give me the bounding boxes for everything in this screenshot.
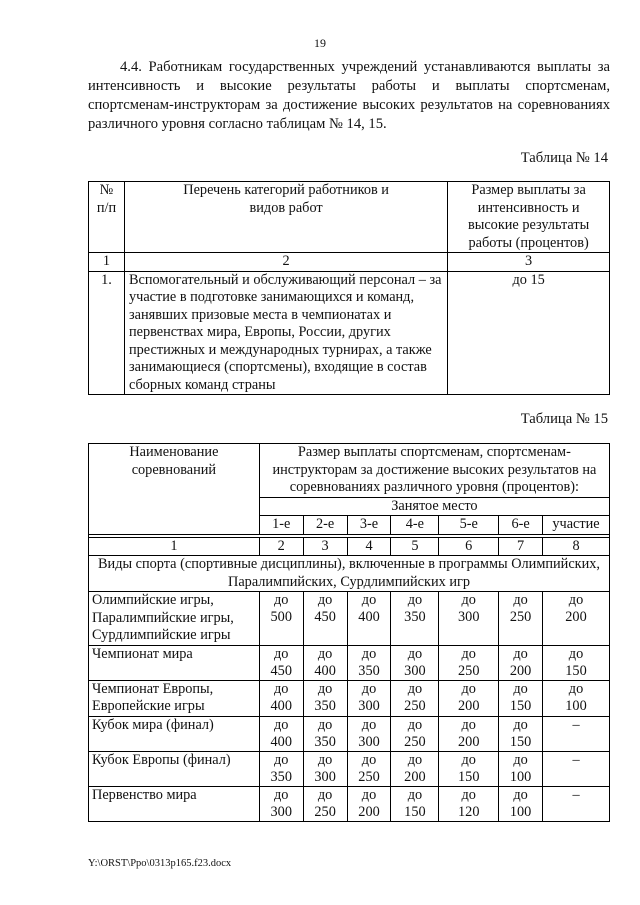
payout-value: 300 xyxy=(358,697,380,714)
payout-value: 350 xyxy=(314,733,336,750)
payout-prefix: до xyxy=(461,592,476,608)
table-row xyxy=(89,716,610,751)
payout-prefix: до xyxy=(461,680,476,697)
t15-section-title: Виды спорта (спортивные дисциплины), включенные в программы Олимпийских, Паралимпийских, Сурдлимпийских игр xyxy=(89,556,610,592)
payout-cell xyxy=(259,592,303,646)
payout-dash: – xyxy=(572,786,580,803)
payout-value: 200 xyxy=(458,697,480,714)
table14-caption: Таблица № 14 xyxy=(520,150,608,166)
payout-cell xyxy=(499,786,543,821)
payout-prefix: до xyxy=(361,716,377,733)
payout-value: 300 xyxy=(358,733,380,750)
payout-prefix: до xyxy=(407,786,423,803)
table15-caption: Таблица № 15 xyxy=(520,411,608,427)
payout-value: 200 xyxy=(404,768,426,785)
competition-name: Кубок мира (финал) xyxy=(89,716,260,751)
t14-header-categories: Перечень категорий работников и видов работ xyxy=(124,182,447,253)
payout-value: 250 xyxy=(404,697,426,714)
t15-index-4: 4 xyxy=(347,537,391,556)
t14-row-num: 1. xyxy=(89,271,125,395)
payout-prefix: до xyxy=(274,751,289,768)
payout-cell xyxy=(543,786,610,821)
t15-data-rows xyxy=(89,592,610,822)
payout-cell xyxy=(543,680,610,716)
paragraph-4-4: 4.4. Работникам государственных учреждений устанавливаются выплаты за интенсивность и высокие результаты работы и выплаты спортсменам, спортсменам-инструкторам за достижение высоких результатов на соревнованиях различного уровня согласно таблицам № 14, 15. xyxy=(88,59,610,132)
payout-prefix: до xyxy=(461,716,476,733)
payout-value: 200 xyxy=(458,733,480,750)
t15-place-2: 2-е xyxy=(303,516,347,535)
payout-prefix: до xyxy=(513,592,528,608)
payout-prefix: до xyxy=(513,751,528,768)
t15-header-name: Наименование соревнований xyxy=(89,444,260,535)
payout-prefix: до xyxy=(513,680,528,697)
t15-header-group: Размер выплаты спортсменам, спортсменам-инструкторам за достижение высоких результатов на соревнованиях различного уровня (процентов): xyxy=(259,444,609,498)
payout-value: 350 xyxy=(314,697,336,714)
payout-value: 450 xyxy=(314,609,336,625)
payout-prefix: до xyxy=(407,592,423,608)
t14-header-amount: Размер выплаты за интенсивность и высокие результаты работы (процентов) xyxy=(448,182,610,253)
t14-header-num: № п/п xyxy=(89,182,125,253)
payout-cell xyxy=(543,716,610,751)
payout-cell xyxy=(391,751,439,786)
payout-value: 200 xyxy=(565,609,587,625)
payout-cell xyxy=(543,645,610,680)
table-row xyxy=(89,786,610,821)
payout-prefix: до xyxy=(274,645,289,662)
payout-value: 350 xyxy=(358,662,380,679)
payout-prefix: до xyxy=(317,592,333,608)
payout-cell xyxy=(303,786,347,821)
payout-value: 250 xyxy=(404,733,426,750)
payout-value: 100 xyxy=(565,697,587,714)
payout-cell xyxy=(499,645,543,680)
payout-prefix: до xyxy=(407,680,423,697)
payout-dash: – xyxy=(572,751,580,768)
competition-name: Первенство мира xyxy=(89,786,260,821)
payout-prefix: до xyxy=(317,751,333,768)
payout-value: 400 xyxy=(314,662,336,679)
t15-header-subgroup: Занятое место xyxy=(259,497,609,516)
payout-value: 450 xyxy=(270,662,292,679)
t14-index-2: 2 xyxy=(124,253,447,272)
payout-prefix: до xyxy=(274,680,289,697)
payout-value: 150 xyxy=(509,733,532,750)
payout-prefix: до xyxy=(274,716,289,733)
t15-index-1: 1 xyxy=(89,537,260,556)
payout-cell xyxy=(499,751,543,786)
payout-cell xyxy=(259,786,303,821)
payout-value: 500 xyxy=(270,609,292,625)
payout-cell xyxy=(543,751,610,786)
t15-place-6: 6-е xyxy=(499,516,543,535)
payout-value: 400 xyxy=(270,733,292,750)
payout-value: 400 xyxy=(270,697,292,714)
payout-value: 250 xyxy=(358,768,380,785)
payout-prefix: до xyxy=(361,645,377,662)
payout-prefix: до xyxy=(317,786,333,803)
t15-place-5: 5-е xyxy=(439,516,499,535)
payout-cell xyxy=(439,592,499,646)
payout-value: 150 xyxy=(565,662,587,679)
t14-row-value: до 15 xyxy=(448,271,610,395)
table-row xyxy=(89,751,610,786)
competition-name: Олимпийские игры, Паралимпийские игры, Сурдлимпийские игры xyxy=(89,592,260,646)
payout-value: 300 xyxy=(404,662,426,679)
payout-prefix: до xyxy=(513,786,528,803)
payout-cell xyxy=(347,751,391,786)
t15-index-8: 8 xyxy=(543,537,610,556)
payout-prefix: до xyxy=(461,751,476,768)
payout-prefix: до xyxy=(513,716,528,733)
competition-name: Чемпионат мира xyxy=(89,645,260,680)
t14-index-3: 3 xyxy=(448,253,610,272)
payout-value: 400 xyxy=(358,609,380,625)
payout-value: 250 xyxy=(314,803,336,820)
payout-prefix: до xyxy=(317,680,333,697)
payout-cell xyxy=(303,645,347,680)
payout-value: 100 xyxy=(509,803,532,820)
payout-value: 350 xyxy=(404,609,426,625)
competition-name: Кубок Европы (финал) xyxy=(89,751,260,786)
payout-cell xyxy=(391,786,439,821)
payout-cell xyxy=(347,592,391,646)
table-row xyxy=(89,680,610,716)
payout-value: 200 xyxy=(358,803,380,820)
payout-cell xyxy=(439,645,499,680)
payout-cell xyxy=(499,680,543,716)
t14-index-1: 1 xyxy=(89,253,125,272)
payout-cell xyxy=(259,716,303,751)
payout-cell xyxy=(391,716,439,751)
payout-value: 200 xyxy=(509,662,532,679)
payout-cell xyxy=(391,645,439,680)
payout-cell xyxy=(543,592,610,646)
payout-cell xyxy=(499,716,543,751)
payout-prefix: до xyxy=(461,645,476,662)
payout-cell xyxy=(259,645,303,680)
table-row xyxy=(89,592,610,646)
payout-prefix: до xyxy=(361,786,377,803)
payout-value: 300 xyxy=(458,609,480,625)
payout-value: 120 xyxy=(458,803,480,820)
payout-dash: – xyxy=(572,716,580,733)
t15-index-3: 3 xyxy=(303,537,347,556)
payout-prefix: до xyxy=(317,716,333,733)
payout-value: 150 xyxy=(404,803,426,820)
payout-cell xyxy=(439,680,499,716)
payout-prefix: до xyxy=(407,645,423,662)
payout-prefix: до xyxy=(407,716,423,733)
payout-cell xyxy=(439,751,499,786)
payout-value: 150 xyxy=(458,768,480,785)
payout-cell xyxy=(303,716,347,751)
payout-value: 300 xyxy=(270,803,292,820)
payout-prefix: до xyxy=(274,786,289,803)
t15-index-7: 7 xyxy=(499,537,543,556)
t15-place-3: 3-е xyxy=(347,516,391,535)
payout-prefix: до xyxy=(407,751,423,768)
payout-prefix: до xyxy=(274,592,289,608)
t15-index-6: 6 xyxy=(439,537,499,556)
payout-prefix: до xyxy=(568,592,584,608)
payout-cell xyxy=(499,592,543,646)
table-row xyxy=(89,645,610,680)
payout-value: 250 xyxy=(509,609,532,625)
payout-cell xyxy=(303,751,347,786)
payout-cell xyxy=(439,716,499,751)
payout-cell xyxy=(391,592,439,646)
payout-cell xyxy=(347,680,391,716)
t15-place-1: 1-е xyxy=(259,516,303,535)
payout-value: 250 xyxy=(458,662,480,679)
t15-place-participation: участие xyxy=(543,516,610,535)
payout-prefix: до xyxy=(568,645,584,662)
payout-cell xyxy=(303,680,347,716)
payout-cell xyxy=(391,680,439,716)
payout-prefix: до xyxy=(361,751,377,768)
payout-prefix: до xyxy=(361,592,377,608)
payout-cell xyxy=(439,786,499,821)
payout-cell xyxy=(347,716,391,751)
t15-place-4: 4-е xyxy=(391,516,439,535)
payout-prefix: до xyxy=(461,786,476,803)
table-15 xyxy=(88,443,610,822)
payout-value: 150 xyxy=(509,697,532,714)
payout-prefix: до xyxy=(317,645,333,662)
payout-cell xyxy=(347,645,391,680)
payout-cell xyxy=(259,680,303,716)
payout-cell xyxy=(259,751,303,786)
t14-row-text: Вспомогательный и обслуживающий персонал – за участие в подготовке занимающихся и команд, занявших призовые места в чемпионатах и первенствах мира, Европы, России, других престижных и международных турнирах, а также занимающиеся (спортсмены), входящие в состав сборных команд страны xyxy=(124,271,447,395)
payout-prefix: до xyxy=(361,680,377,697)
payout-prefix: до xyxy=(568,680,584,697)
payout-value: 300 xyxy=(314,768,336,785)
competition-name: Чемпионат Европы, Европейские игры xyxy=(89,680,260,716)
t15-index-5: 5 xyxy=(391,537,439,556)
table-14 xyxy=(88,181,610,395)
payout-value: 350 xyxy=(270,768,292,785)
payout-value: 100 xyxy=(509,768,532,785)
payout-cell xyxy=(347,786,391,821)
payout-prefix: до xyxy=(513,645,528,662)
page-number: 19 xyxy=(314,36,326,50)
payout-cell xyxy=(303,592,347,646)
file-path-footer: Y:\ORST\Ppo\0313p165.f23.docx xyxy=(88,858,232,869)
t15-index-2: 2 xyxy=(259,537,303,556)
